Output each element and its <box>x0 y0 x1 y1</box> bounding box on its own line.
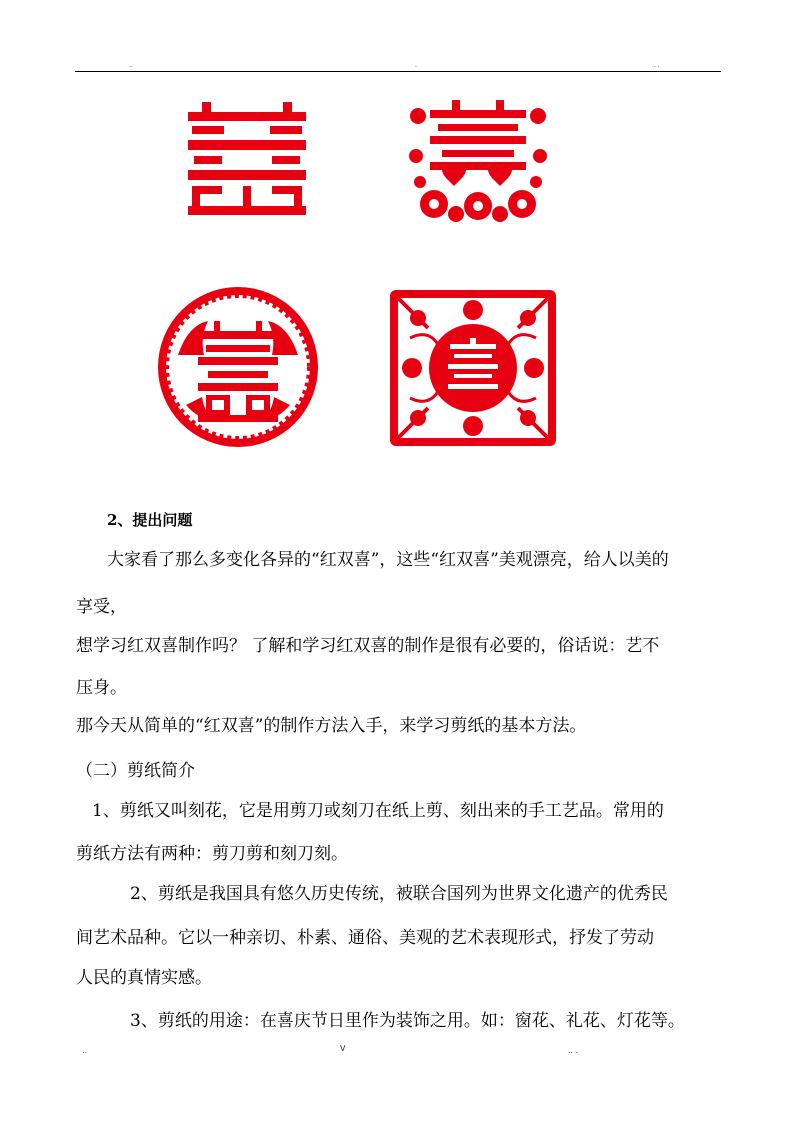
paragraph-line-2: 享受， <box>76 597 127 617</box>
paragraph-line-10: 间艺术品种。它以一种亲切、朴素、通俗、美观的艺术表现形式，抒发了劳动 <box>76 928 654 948</box>
floral-double-happiness-icon <box>408 96 548 224</box>
footer-page-mark: V <box>340 1044 346 1053</box>
paragraph-line-11: 人民的真情实感。 <box>76 968 212 988</box>
paragraph-line-5: 那今天从简单的“红双喜”的制作方法入手，来学习剪纸的基本方法。 <box>76 716 587 736</box>
paragraph-line-1: 大家看了那么多变化各异的“红双喜”，这些“红双喜”美观漂亮，给人以美的 <box>107 550 669 570</box>
subsection-heading: （二）剪纸简介 <box>76 761 195 781</box>
header-left-mark: .. <box>129 62 133 69</box>
header-rule <box>75 71 721 72</box>
square-papercut-double-happiness-icon <box>388 288 558 448</box>
header-right-mark: .. . <box>652 62 660 69</box>
paragraph-line-12: 3、剪纸的用途：在喜庆节日里作为装饰之用。如：窗花、礼花、灯花等。 <box>130 1011 685 1031</box>
footer-left-mark: .. <box>82 1046 88 1055</box>
paragraph-line-4: 压身。 <box>76 678 127 698</box>
footer-right-mark: .. . <box>568 1046 579 1055</box>
plain-double-happiness-icon <box>186 100 308 218</box>
paragraph-line-7: 1、剪纸又叫刻花，它是用剪刀或刻刀在纸上剪、刻出来的手工艺品。常用的 <box>92 801 664 821</box>
paragraph-line-9: 2、剪纸是我国具有悠久历史传统，被联合国列为世界文化遗产的优秀民 <box>130 884 668 904</box>
round-papercut-double-happiness-icon <box>156 285 320 449</box>
header-mid-mark: . <box>415 62 417 69</box>
section-heading: 2、提出问题 <box>107 511 193 529</box>
paragraph-line-3: 想学习红双喜制作吗？ 了解和学习红双喜的制作是很有必要的，俗话说：艺不 <box>76 636 660 656</box>
paragraph-line-8: 剪纸方法有两种：剪刀剪和刻刀刻。 <box>76 844 348 864</box>
